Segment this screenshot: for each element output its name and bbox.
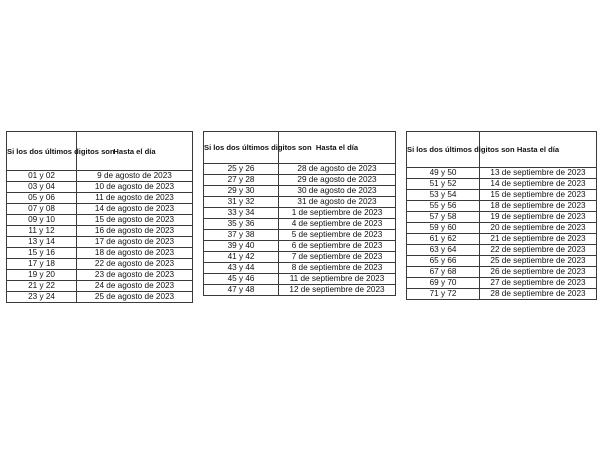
- digits-cell: 35 y 36: [204, 219, 279, 230]
- table-row: [407, 278, 597, 289]
- digits-cell: 23 y 24: [7, 292, 77, 303]
- date-cell: 15 de septiembre de 2023: [480, 190, 597, 201]
- date-cell: 13 de septiembre de 2023: [480, 168, 597, 179]
- date-cell: 14 de agosto de 2023: [77, 204, 193, 215]
- table-row: [204, 230, 396, 241]
- table-row: [7, 171, 193, 182]
- date-cell: 19 de septiembre de 2023: [480, 212, 597, 223]
- date-cell: 1 de septiembre de 2023: [279, 208, 396, 219]
- digits-cell: 57 y 58: [407, 212, 480, 223]
- date-cell: 25 de septiembre de 2023: [480, 256, 597, 267]
- date-cell: 11 de agosto de 2023: [77, 193, 193, 204]
- date-cell: 24 de agosto de 2023: [77, 281, 193, 292]
- header-digits: Si los dos últimos digitos son: [407, 132, 480, 168]
- date-cell: 30 de agosto de 2023: [279, 186, 396, 197]
- digits-cell: 45 y 46: [204, 274, 279, 285]
- due-date-table-1: [6, 131, 193, 303]
- date-cell: 23 de agosto de 2023: [77, 270, 193, 281]
- date-cell: 6 de septiembre de 2023: [279, 241, 396, 252]
- digits-cell: 15 y 16: [7, 248, 77, 259]
- digits-cell: 05 y 06: [7, 193, 77, 204]
- date-cell: 28 de septiembre de 2023: [480, 289, 597, 300]
- digits-cell: 09 y 10: [7, 215, 77, 226]
- date-cell: 14 de septiembre de 2023: [480, 179, 597, 190]
- digits-cell: 29 y 30: [204, 186, 279, 197]
- table-row: [204, 164, 396, 175]
- digits-cell: 63 y 64: [407, 245, 480, 256]
- date-cell: 29 de agosto de 2023: [279, 175, 396, 186]
- digits-cell: 71 y 72: [407, 289, 480, 300]
- digits-cell: 13 y 14: [7, 237, 77, 248]
- digits-cell: 65 y 66: [407, 256, 480, 267]
- table-row: [204, 274, 396, 285]
- digits-cell: 19 y 20: [7, 270, 77, 281]
- digits-cell: 43 y 44: [204, 263, 279, 274]
- date-cell: 18 de septiembre de 2023: [480, 201, 597, 212]
- header-date: Hasta el día: [480, 132, 597, 168]
- digits-cell: 47 y 48: [204, 285, 279, 296]
- digits-cell: 37 y 38: [204, 230, 279, 241]
- date-cell: 8 de septiembre de 2023: [279, 263, 396, 274]
- table-header-row: [407, 132, 597, 168]
- table-row: [407, 256, 597, 267]
- table-row: [407, 201, 597, 212]
- due-date-table-3: [406, 131, 597, 300]
- table-row: [204, 241, 396, 252]
- table-row: [407, 179, 597, 190]
- digits-cell: 55 y 56: [407, 201, 480, 212]
- table-header-row: [7, 132, 193, 171]
- table-row: [407, 190, 597, 201]
- date-cell: 17 de agosto de 2023: [77, 237, 193, 248]
- table-row: [7, 237, 193, 248]
- date-cell: 10 de agosto de 2023: [77, 182, 193, 193]
- date-cell: 12 de septiembre de 2023: [279, 285, 396, 296]
- date-cell: 9 de agosto de 2023: [77, 171, 193, 182]
- date-cell: 16 de agosto de 2023: [77, 226, 193, 237]
- table-row: [204, 175, 396, 186]
- header-digits: Si los dos últimos digitos son: [204, 132, 279, 164]
- header-date: Hasta el día: [77, 132, 193, 171]
- digits-cell: 53 y 54: [407, 190, 480, 201]
- table-row: [407, 234, 597, 245]
- table-row: [7, 215, 193, 226]
- digits-cell: 11 y 12: [7, 226, 77, 237]
- digits-cell: 61 y 62: [407, 234, 480, 245]
- digits-cell: 59 y 60: [407, 223, 480, 234]
- table-row: [407, 223, 597, 234]
- date-cell: 4 de septiembre de 2023: [279, 219, 396, 230]
- digits-cell: 69 y 70: [407, 278, 480, 289]
- date-cell: 18 de agosto de 2023: [77, 248, 193, 259]
- date-cell: 20 de septiembre de 2023: [480, 223, 597, 234]
- table-row: [204, 208, 396, 219]
- digits-cell: 51 y 52: [407, 179, 480, 190]
- date-cell: 22 de septiembre de 2023: [480, 245, 597, 256]
- table-row: [407, 168, 597, 179]
- table-row: [7, 182, 193, 193]
- table-row: [7, 248, 193, 259]
- date-cell: 25 de agosto de 2023: [77, 292, 193, 303]
- digits-cell: 41 y 42: [204, 252, 279, 263]
- due-date-table-2: [203, 131, 396, 296]
- digits-cell: 39 y 40: [204, 241, 279, 252]
- table-row: [407, 212, 597, 223]
- digits-cell: 17 y 18: [7, 259, 77, 270]
- date-cell: 15 de agosto de 2023: [77, 215, 193, 226]
- digits-cell: 33 y 34: [204, 208, 279, 219]
- table-row: [407, 267, 597, 278]
- date-cell: 31 de agosto de 2023: [279, 197, 396, 208]
- table-header-row: [204, 132, 396, 164]
- table-row: [7, 281, 193, 292]
- date-cell: 7 de septiembre de 2023: [279, 252, 396, 263]
- date-cell: 11 de septiembre de 2023: [279, 274, 396, 285]
- table-row: [204, 186, 396, 197]
- date-cell: 28 de agosto de 2023: [279, 164, 396, 175]
- digits-cell: 27 y 28: [204, 175, 279, 186]
- digits-cell: 21 y 22: [7, 281, 77, 292]
- table-row: [204, 252, 396, 263]
- date-cell: 22 de agosto de 2023: [77, 259, 193, 270]
- header-digits: Si los dos últimos digitos son: [7, 132, 77, 171]
- date-cell: 21 de septiembre de 2023: [480, 234, 597, 245]
- date-cell: 26 de septiembre de 2023: [480, 267, 597, 278]
- table-row: [7, 292, 193, 303]
- table-row: [407, 245, 597, 256]
- digits-cell: 01 y 02: [7, 171, 77, 182]
- table-row: [7, 193, 193, 204]
- digits-cell: 07 y 08: [7, 204, 77, 215]
- table-row: [7, 204, 193, 215]
- table-row: [7, 226, 193, 237]
- table-row: [204, 219, 396, 230]
- digits-cell: 03 y 04: [7, 182, 77, 193]
- table-row: [204, 197, 396, 208]
- digits-cell: 67 y 68: [407, 267, 480, 278]
- table-row: [407, 289, 597, 300]
- digits-cell: 25 y 26: [204, 164, 279, 175]
- date-cell: 27 de septiembre de 2023: [480, 278, 597, 289]
- table-row: [204, 263, 396, 274]
- date-cell: 5 de septiembre de 2023: [279, 230, 396, 241]
- table-row: [204, 285, 396, 296]
- header-date: Hasta el día: [279, 132, 396, 164]
- digits-cell: 31 y 32: [204, 197, 279, 208]
- table-row: [7, 270, 193, 281]
- digits-cell: 49 y 50: [407, 168, 480, 179]
- table-row: [7, 259, 193, 270]
